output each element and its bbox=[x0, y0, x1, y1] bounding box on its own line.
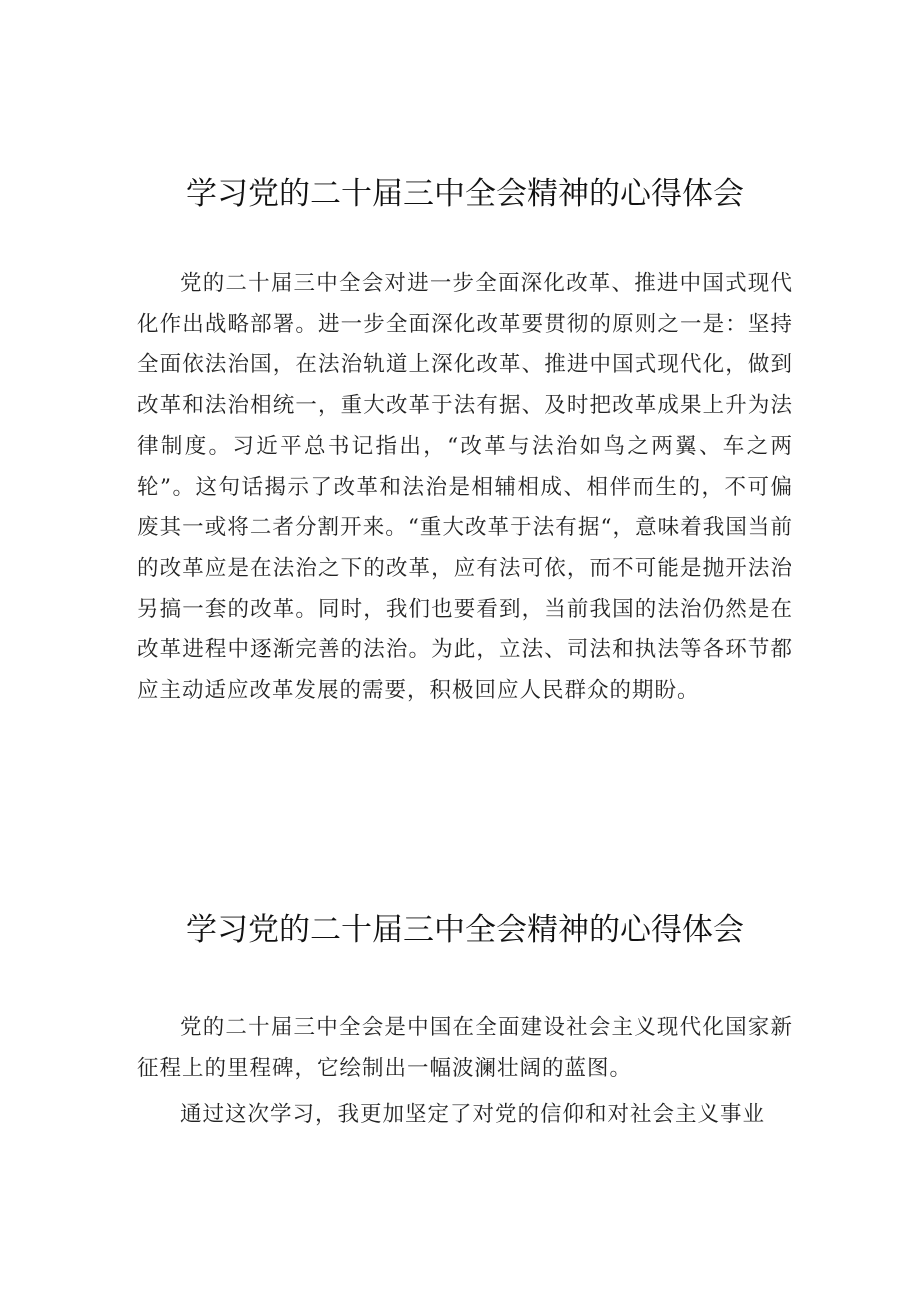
article-title: 学习党的二十届三中全会精神的心得体会 bbox=[186, 176, 744, 212]
article-section-1 bbox=[137, 172, 793, 712]
article-paragraph: 党的二十届三中全会对进一步全面深化改革、推进中国式现代化作出战略部署。进一步全面深化改革要贯彻的原则之一是：坚持全面依法治国，在法治轨道上深化改革、推进中国式现代化，做到改革和法治相统一，重大改革于法有据、及时把改革成果上升为法律制度。习近平总书记指出，“改革与法治如鸟之两翼、车之两轮”。这句话揭示了改革和法治是相辅相成、相伴而生的，不可偏废其一或将二者分割开来。“重大改革于法有据“，意味着我国当前的改革应是在法治之下的改革，应有法可依，而不可能是抛开法治另搞一套的改革。同时，我们也要看到，当前我国的法治仍然是在改革进程中逐渐完善的法治。为此，立法、司法和执法等各环节都应主动适应改革发展的需要，积极回应人民群众的期盼。 bbox=[137, 271, 793, 704]
article-paragraph: 通过这次学习，我更加坚定了对党的信仰和对社会主义事业 bbox=[180, 1102, 766, 1128]
article-section-2 bbox=[137, 908, 793, 1136]
article-paragraph: 党的二十届三中全会是中国在全面建设社会主义现代化国家新征程上的里程碑，它绘制出一幅波澜壮阔的蓝图。 bbox=[137, 1015, 793, 1081]
article-title: 学习党的二十届三中全会精神的心得体会 bbox=[186, 912, 744, 948]
